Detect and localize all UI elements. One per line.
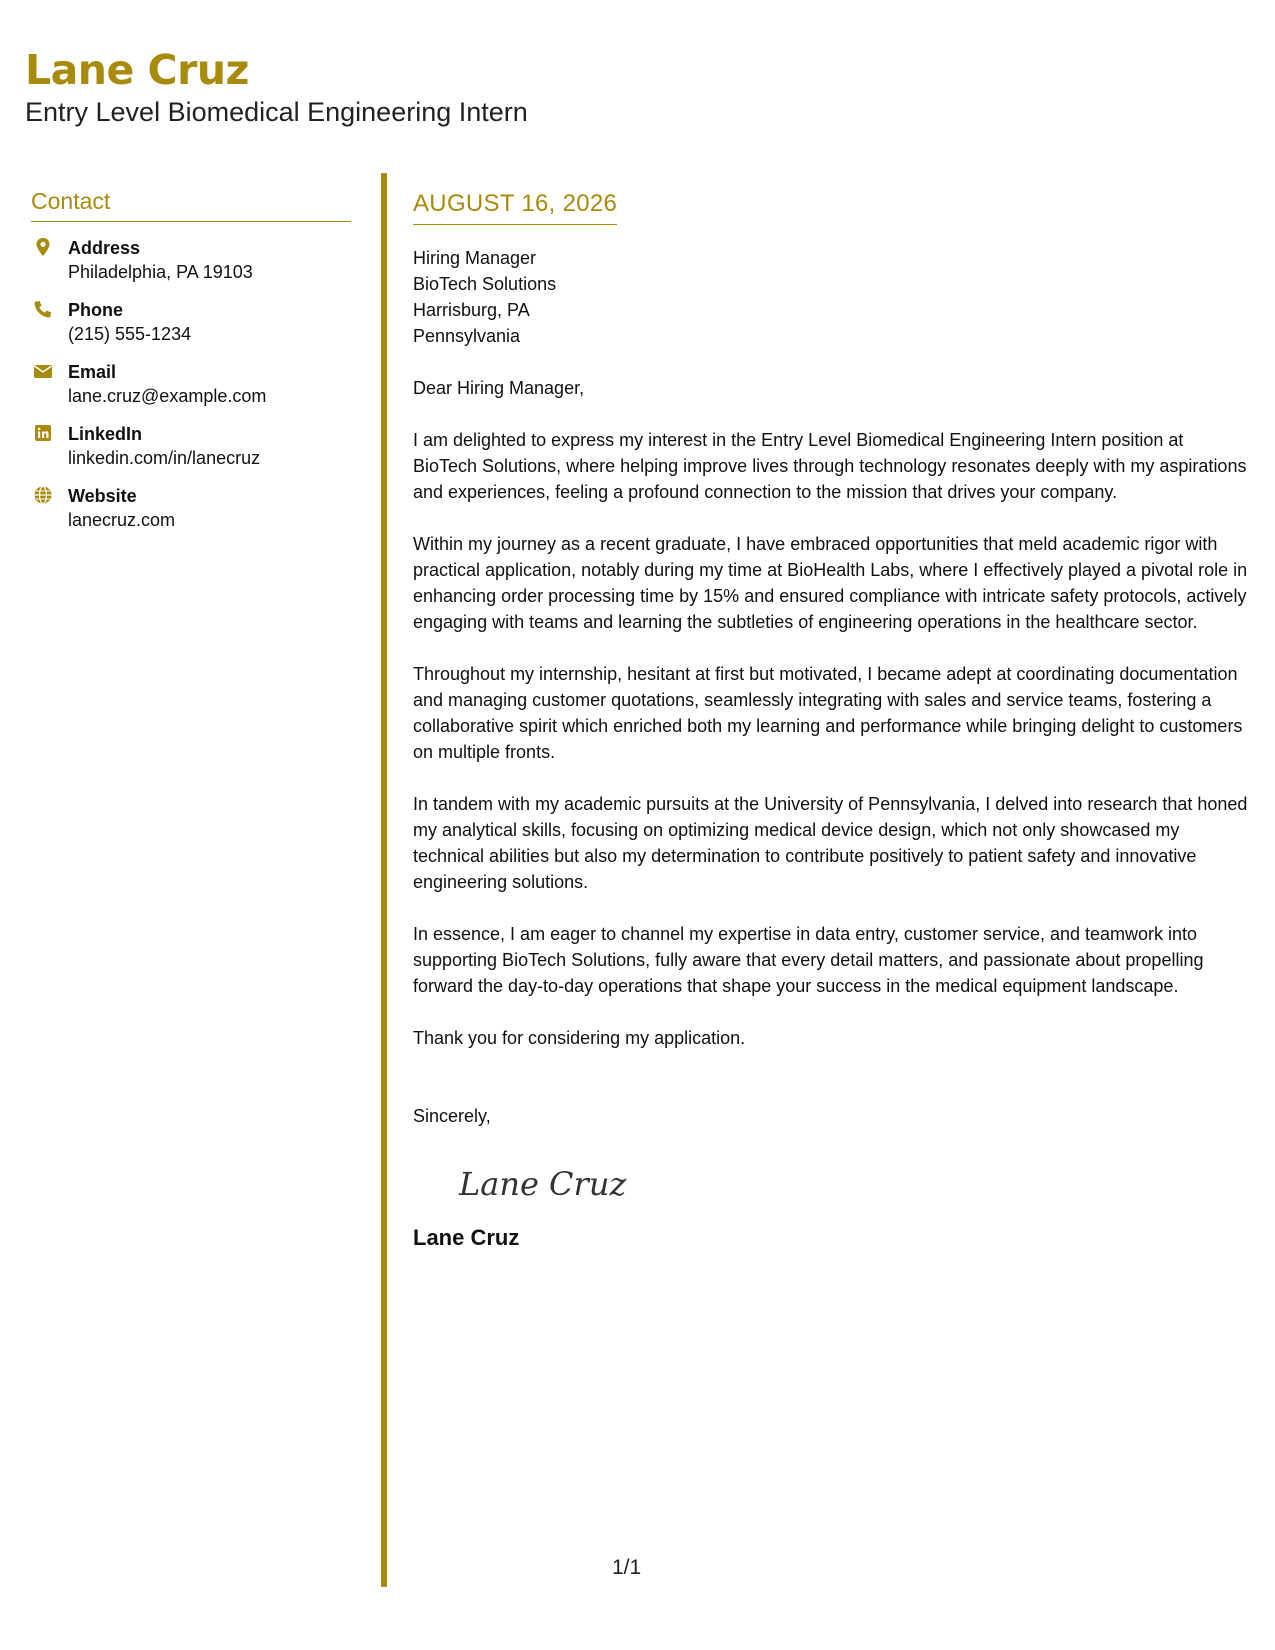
paragraph: Throughout my internship, hesitant at first but motivated, I became adept at coordinating documentation and managing customer quotations, seamlessly integrating with sales and service teams, fostering a collaborative spirit which enriched both my learning and performance while bringing delight to customers on multiple fronts. — [413, 664, 1243, 762]
signature-image — [457, 1159, 627, 1207]
page-number: 1/1 — [612, 1556, 642, 1579]
job-title: Entry Level Biomedical Engineering Intern — [25, 97, 528, 127]
envelope-icon — [33, 361, 53, 381]
signer-name: Lane Cruz — [413, 1225, 520, 1250]
contact-label-linkedin: LinkedIn — [68, 424, 143, 444]
vertical-divider — [381, 173, 387, 1587]
recipient-line: BioTech Solutions — [413, 274, 557, 294]
contact-value-linkedin[interactable]: linkedin.com/in/lanecruz — [68, 448, 261, 468]
signature-text: Lane Cruz — [459, 1165, 627, 1203]
recipient-line: Hiring Manager — [413, 248, 537, 268]
linkedin-icon — [33, 423, 53, 443]
paragraph: Within my journey as a recent graduate, I have embraced opportunities that meld academic rigor with practical application, notably during my time at BioHealth Labs, where I effectively played a pivotal role in enhancing order processing time by 15% and ensured compliance with intricate safety protocols, actively engaging with teams and learning the subtleties of engineering operations in the healthcare sector. — [413, 534, 1248, 632]
recipient-line: Pennsylvania — [413, 326, 521, 346]
salutation: Dear Hiring Manager, — [413, 378, 585, 398]
phone-icon — [33, 299, 53, 319]
contact-linkedin — [31, 422, 351, 471]
thanks-line: Thank you for considering my application. — [413, 1028, 746, 1048]
paragraph: I am delighted to express my interest in the Entry Level Biomedical Engineering Intern position at BioTech Solutions, where helping improve lives through technology resonates deeply with my aspirations and experiences, feeling a profound connection to the mission that drives your company. — [413, 430, 1247, 502]
contact-label-email: Email — [68, 362, 117, 382]
contact-value-address: Philadelphia, PA 19103 — [68, 262, 253, 282]
contact-label-phone: Phone — [68, 300, 124, 320]
recipient-block — [413, 245, 1251, 349]
closing: Sincerely, — [413, 1106, 491, 1126]
contact-value-phone: (215) 555-1234 — [68, 324, 192, 344]
contact-label-website: Website — [68, 486, 137, 506]
globe-icon — [33, 485, 53, 505]
contact-label-address: Address — [68, 238, 141, 258]
letter-date: AUGUST 16, 2026 — [413, 190, 617, 225]
contact-heading: Contact — [31, 188, 351, 222]
contact-value-email[interactable]: lane.cruz@example.com — [68, 386, 267, 406]
contact-sidebar — [31, 188, 351, 546]
contact-website — [31, 484, 351, 533]
contact-value-website[interactable]: lanecruz.com — [68, 510, 176, 530]
letter-body — [413, 190, 1251, 1251]
paragraph: In tandem with my academic pursuits at the University of Pennsylvania, I delved into research that honed my analytical skills, focusing on optimizing medical device design, which not only showcased my technical abilities but also my determination to contribute positively to patient safety and innovative engineering solutions. — [413, 794, 1248, 892]
contact-address — [31, 236, 351, 285]
contact-email — [31, 360, 351, 409]
contact-phone — [31, 298, 351, 347]
applicant-name: Lane Cruz — [25, 46, 249, 94]
paragraph: In essence, I am eager to channel my expertise in data entry, customer service, and teamwork into supporting BioTech Solutions, fully aware that every detail matters, and passionate about propelling forward the day-to-day operations that shape your success in the medical equipment landscape. — [413, 924, 1204, 996]
recipient-line: Harrisburg, PA — [413, 300, 530, 320]
map-pin-icon — [33, 237, 53, 257]
